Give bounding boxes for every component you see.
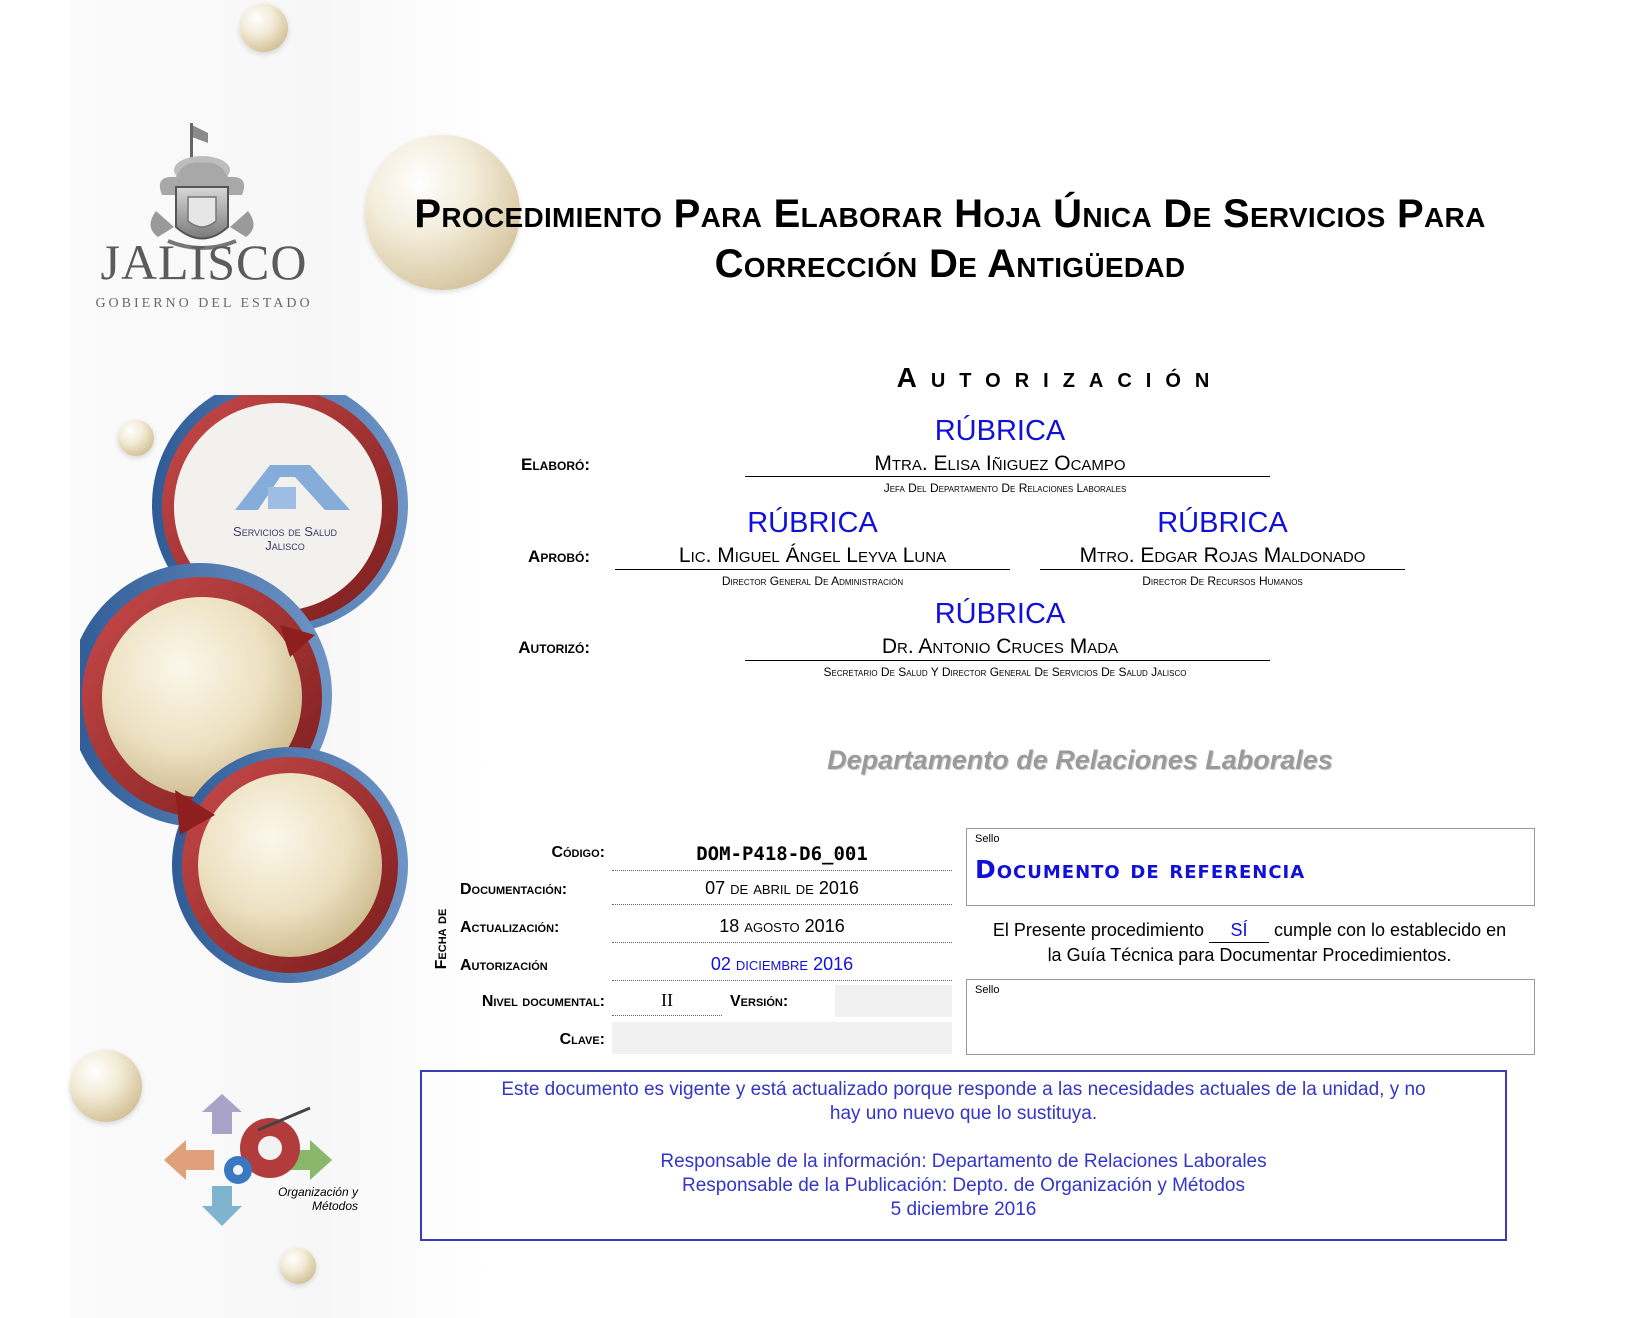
validity-footer-box <box>420 1070 1507 1241</box>
aprobo-position-2: Director De Recursos Humanos <box>1142 574 1303 588</box>
circular-arrows-icon <box>80 395 450 1045</box>
actualizacion-value-text: 18 agosto 2016 <box>719 916 845 936</box>
footer-line1: Este documento es vigente y está actualizado porque responde a las necesidades actuales de la unidad, y no <box>501 1079 1426 1100</box>
documentacion-label: Documentación: <box>460 881 568 898</box>
footer-line5: 5 diciembre 2016 <box>890 1199 1037 1220</box>
department-name: Departamento de Relaciones Laborales <box>827 745 1333 775</box>
ssj-logo-text <box>215 525 355 553</box>
nivel-documental-label: Nivel documental: <box>481 993 605 1010</box>
autorizacion-value-text: 02 diciembre 2016 <box>710 954 854 974</box>
sello-label-2: Sello <box>975 984 1000 996</box>
footer-line4: Responsable de la Publicación: Depto. de Organización y Métodos <box>682 1175 1245 1196</box>
documentacion-value <box>612 872 952 905</box>
signature-line <box>1040 569 1405 570</box>
autorizacion-label: Autorización <box>460 957 548 974</box>
ssj-line1: Servicios de Salud <box>233 524 337 539</box>
elaboro-position: Jefa Del Departamento De Relaciones Laborales <box>883 481 1127 495</box>
aprobo-label: Aprobó: <box>528 547 590 566</box>
version-label: Versión: <box>730 993 789 1010</box>
ssj-line2: Jalisco <box>265 538 305 553</box>
signature-line <box>745 660 1270 661</box>
aprobo-name-2: Mtro. Edgar Rojas Maldonado <box>1079 544 1366 567</box>
om-line2: Métodos <box>311 1199 358 1213</box>
fecha-de-vertical-label <box>432 880 452 1010</box>
document-title-line1: Procedimiento Para Elaborar Hoja Única De Servicios Para <box>414 192 1486 236</box>
jalisco-wordmark: JALISCO <box>100 234 308 290</box>
autorizo-rubrica: RÚBRICA <box>934 598 1066 630</box>
stamp-text: Documento de referencia <box>975 855 1306 884</box>
elaboro-rubrica: RÚBRICA <box>934 415 1066 447</box>
ssj-logo-graphic <box>80 395 450 1045</box>
clave-label: Clave: <box>559 1031 605 1048</box>
om-line1: Organización y <box>277 1185 358 1199</box>
statement-answer: SÍ <box>1209 918 1269 943</box>
authorization-heading: Autorización <box>896 362 1224 393</box>
compliance-line2: la Guía Técnica para Documentar Procedimientos. <box>1047 945 1452 965</box>
codigo-label: Código: <box>551 844 605 861</box>
pearl-decoration <box>240 4 288 52</box>
autorizacion-value <box>612 948 952 981</box>
autorizo-name: Dr. Antonio Cruces Mada <box>881 635 1119 658</box>
compliance-line1 <box>966 918 1533 943</box>
aprobo-position-1: Director General De Administración <box>721 574 904 588</box>
autorizo-label: Autorizó: <box>518 638 590 657</box>
om-logo <box>160 1090 370 1230</box>
fecha-de-text: Fecha de <box>433 908 450 970</box>
sello-label: Sello <box>975 833 1000 845</box>
compliance-statement <box>966 918 1533 967</box>
stamp-box-reference <box>966 828 1535 906</box>
pearl-decoration <box>280 1248 316 1284</box>
pearl-decoration <box>70 1050 142 1122</box>
clave-value <box>612 1022 952 1054</box>
documentacion-value-text: 07 de abril de 2016 <box>705 878 859 898</box>
stamp-box-empty <box>966 979 1535 1055</box>
actualizacion-label: Actualización: <box>460 919 560 936</box>
om-logo-text <box>248 1185 358 1213</box>
document-title-line2: Corrección De Antigüedad <box>714 242 1186 286</box>
footer-line2: hay uno nuevo que lo sustituya. <box>829 1103 1098 1124</box>
elaboro-name: Mtra. Elisa Iñiguez Ocampo <box>874 452 1126 475</box>
aprobo-name-1: Lic. Miguel Ángel Leyva Luna <box>678 544 947 567</box>
elaboro-label: Elaboró: <box>521 455 590 474</box>
statement-prefix: El Presente procedimiento <box>992 920 1204 940</box>
autorizo-position: Secretario De Salud Y Director General De Servicios De Salud Jalisco <box>823 665 1187 679</box>
actualizacion-value <box>612 910 952 943</box>
statement-suffix: cumple con lo establecido en <box>1274 920 1507 940</box>
signature-line <box>745 476 1270 477</box>
signature-line <box>615 569 1010 570</box>
gobierno-subtitle: GOBIERNO DEL ESTADO <box>95 296 313 311</box>
nivel-documental-value: II <box>612 985 722 1016</box>
jalisco-logo <box>84 115 324 330</box>
footer-line3: Responsable de la información: Departamento de Relaciones Laborales <box>660 1151 1267 1172</box>
version-value <box>835 985 952 1017</box>
aprobo-rubrica-1: RÚBRICA <box>747 507 878 539</box>
aprobo-rubrica-2: RÚBRICA <box>1157 507 1288 539</box>
codigo-value: DOM-P418-D6_001 <box>612 838 952 871</box>
